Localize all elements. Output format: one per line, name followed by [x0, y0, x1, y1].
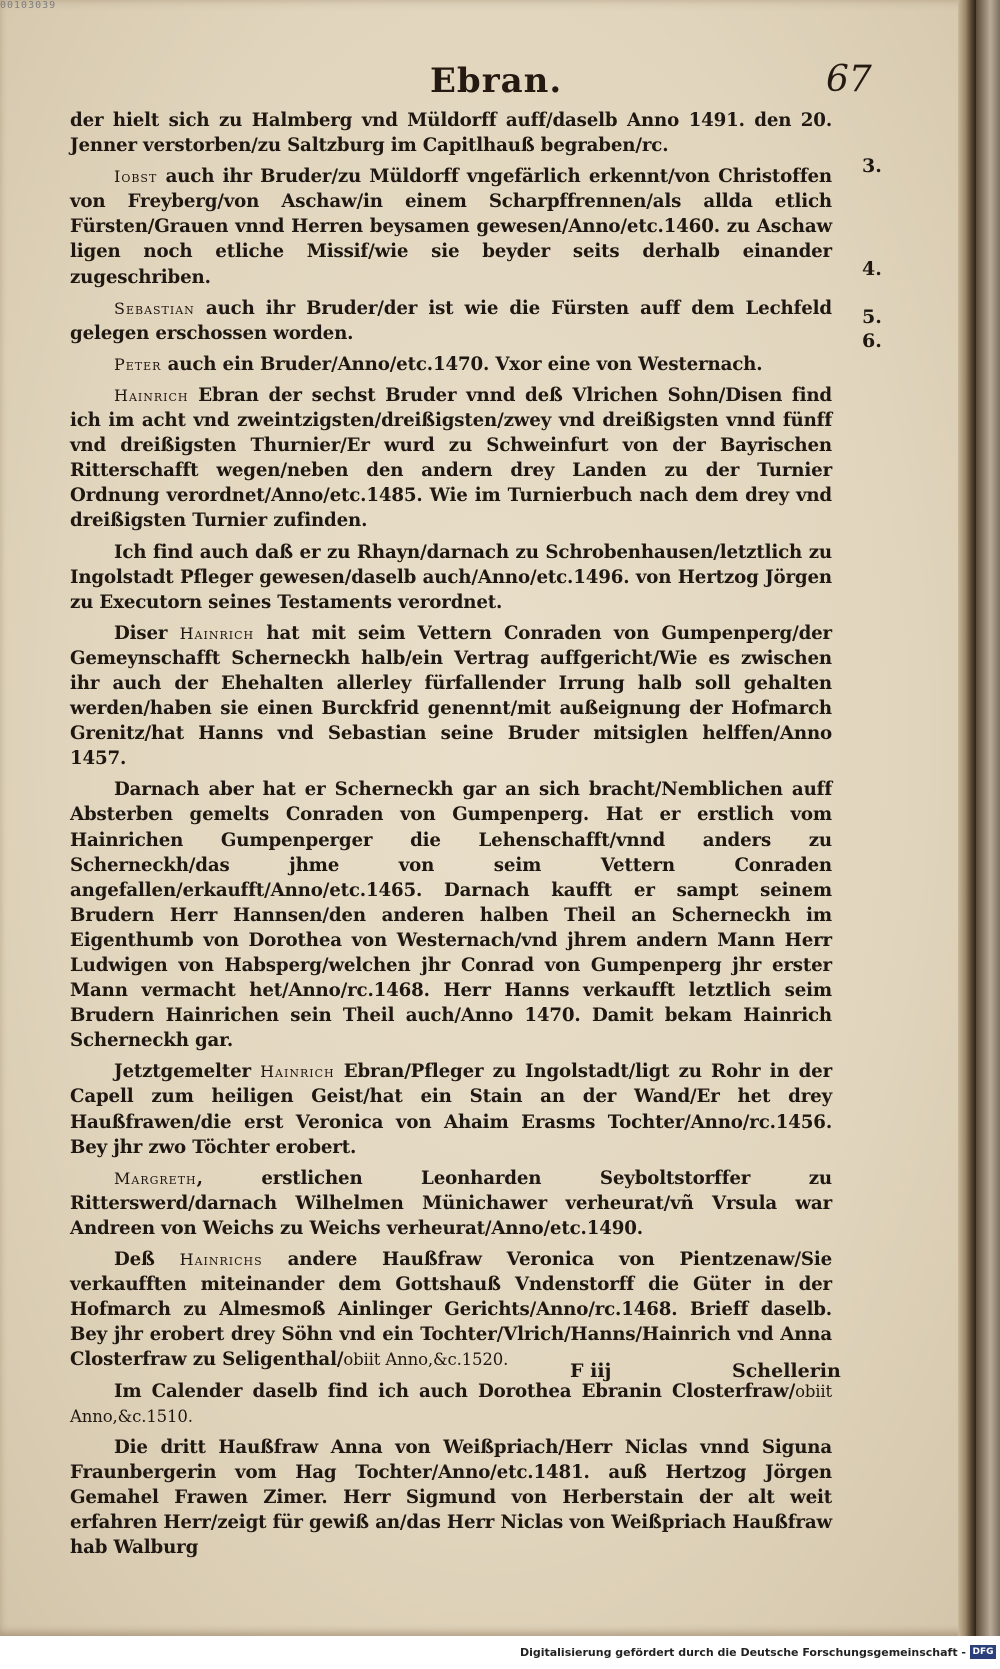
person-name: Peter [114, 354, 162, 374]
paragraph-text: Diser [114, 622, 180, 644]
paragraph: der hielt sich zu Halmberg vnd Müldorff auff/daselb Anno 1491. den 20. Jenner verstorben/zu Saltzburg im Capitlhauß begraben/rc. [70, 110, 832, 157]
paragraph-text: Im Calender daselb find ich auch Dorothea Ebranin Closterfraw/ [114, 1380, 796, 1402]
paragraph-text: Ebran der sechst Bruder vnnd deß Vlrichen Sohn/Disen find ich im acht vnd zweintzigsten/dreißigsten/zwey vnd dreißigsten vnnd fünff vnd dreißigsten Thurnier/Er wurd zu Schweinfurt von der Bayrischen Ritterschafft wegen/neben den andern drey Landen zu der Turnier Ordnung verordnet/Anno/etc.1485. Wie im Turnierbuch nach dem drey vnd dreißigsten Turnier zufinden. [70, 384, 832, 532]
person-name: Hainrich [260, 1062, 335, 1082]
paragraph-text: andere Haußfraw Veronica von Pientzenaw/Sie verkaufften miteinander dem Gottshauß Vndenstorff die Güter in der Hofmarch zu Almesmoß Ainlinger Gerichts/Anno/rc.1468. Brieff daselb. Bey jhr erobert drey Söhn vnd ein Tochter/Vlrich/Hanns/Hainrich vnd Anna Closterfraw zu Seligenthal/ [70, 1249, 832, 1371]
paragraph [70, 621, 832, 772]
obit-note: obiit Anno,&c.1510. [70, 1381, 832, 1426]
margin-number: 4. [862, 258, 882, 280]
paragraph: Ich find auch daß er zu Rhayn/darnach zu Schrobenhausen/letztlich zu Ingolstadt Pfleger gewesen/daselb auch/Anno/etc.1496. von Hertzog Jörgen zu Executorn seines Testaments verordnet. [70, 541, 832, 613]
page-gutter-edge [958, 0, 976, 1636]
person-name: Margreth [114, 1168, 197, 1188]
paragraph [70, 352, 832, 377]
margin-number: 5. [862, 306, 882, 328]
paragraph-text: , erstlichen Leonharden Seyboltstorffer zu Ritterswerd/darnach Wilhelmen Münichawer verheurat/vñ Vrsula war Andreen von Weichs zu Weichs verheurat/Anno/etc.1490. [70, 1167, 832, 1239]
body-text [70, 108, 832, 1566]
paragraph [70, 1166, 832, 1241]
paragraph [70, 1379, 832, 1429]
corner-label: 00103039 [0, 0, 57, 11]
page-stack-edge [976, 0, 1000, 1636]
paragraph [70, 296, 832, 346]
paragraph-text: auch ein Bruder/Anno/etc.1470. Vxor eine von Westernach. [161, 353, 763, 375]
person-name: Hainrich [179, 623, 255, 643]
paragraph-text: Jetztgemelter [114, 1061, 261, 1083]
running-head [0, 55, 976, 105]
paragraph-text: Ebran/Pfleger zu Ingolstadt/ligt zu Rohr in der Capell zum heiligen Geist/hat ein Stain an der Wand/Er het drey Haußfrawen/die erst Veronica von Ahaim Erasms Tochter/Anno/rc.1456. Bey jhr zwo Töchter erobert. [70, 1061, 832, 1158]
footer-bar [0, 1636, 1000, 1669]
person-name: Iobst [114, 167, 158, 187]
catchword: Schellerin [732, 1360, 841, 1382]
running-head-title: Ebran. [430, 61, 563, 101]
paragraph [70, 1059, 832, 1159]
page-number: 67 [826, 59, 872, 100]
person-name: Hainrich [114, 385, 189, 405]
margin-number: 6. [862, 330, 882, 352]
paragraph-text: hat mit seim Vettern Conraden von Gumpenperg/der Gemeynschafft Scherneckh halb/ein Vertrag auffgericht/Wie es zwischen ihr auch der Ehehalten allerley fürfallender Irrung halb soll gehalten werden/haben sie einen Burckfrid genennt/mit außeignung der Hofmarch Grenitz/hat Hanns vnd Sebastian seine Bruder mitsiglen helffen/Anno 1457. [70, 622, 832, 770]
paragraph [70, 383, 832, 534]
paragraph-text: auch ihr Bruder/der ist wie die Fürsten auff dem Lechfeld gelegen erschossen worden. [70, 297, 832, 344]
paragraph-text: auch ihr Bruder/zu Müldorff vngefärlich erkennt/von Christoffen von Freyberg/von Aschaw/in einem Scharpffrennen/als allda etlich Fürsten/Grauen vnnd Herren beysamen gewesen/Anno/etc.1460. zu Aschaw ligen noch etliche Missif/wie sie beyder seits derhalb einander zugeschriben. [70, 166, 832, 288]
paragraph: Darnach aber hat er Scherneckh gar an sich bracht/Nemblichen auff Absterben gemelts Conraden von Gumpenperg. Hat er erstlich vom Hainrichen Gumpenperger die Lehenschafft/vnnd anders zu Scherneckh/das jhme von seim Vettern Conraden angefallen/erkaufft/Anno/etc.1465. Darnach kaufft er sampt seinem Brudern Herr Hannsen/den anderen halben Theil an Scherneckh im Eigenthumb von Dorothea von Westernach/vnd jhrem andern Mann Herr Ludwigen von Habsperg/welchen jhr Conrad von Gumpenperg jhr erster Mann vermacht het/Anno/rc.1468. Herr Hanns verkaufft letztlich seim Brudern Hainrichen sein Theil auch/Anno 1470. Damit bekam Hainrich Scherneckh gar. [70, 779, 832, 1052]
signature-mark: F iij [570, 1360, 612, 1382]
paragraph-text: Deß [114, 1249, 180, 1271]
person-name: Hainrichs [179, 1250, 263, 1270]
obit-note: obiit Anno,&c.1520. [343, 1350, 509, 1370]
paragraph: Die dritt Haußfraw Anna von Weißpriach/Herr Niclas vnnd Siguna Fraunbergerin vom Hag Tochter/Anno/etc.1481. auß Hertzog Jörgen Gemahel Frawen Zimer. Herr Sigmund von Herberstain der alt weit erfahren Herr/zeigt für gewiß an/das Herr Niclas von Weißpriach Haußfraw hab Walburg [70, 1436, 832, 1559]
person-name: Sebastian [114, 298, 195, 318]
paragraph [70, 164, 832, 289]
footer-credit: Digitalisierung gefördert durch die Deutsche Forschungsgemeinschaft - [519, 1646, 966, 1659]
margin-number: 3. [862, 155, 882, 177]
dfg-logo: DFG [970, 1645, 996, 1659]
paragraph [70, 1247, 832, 1372]
